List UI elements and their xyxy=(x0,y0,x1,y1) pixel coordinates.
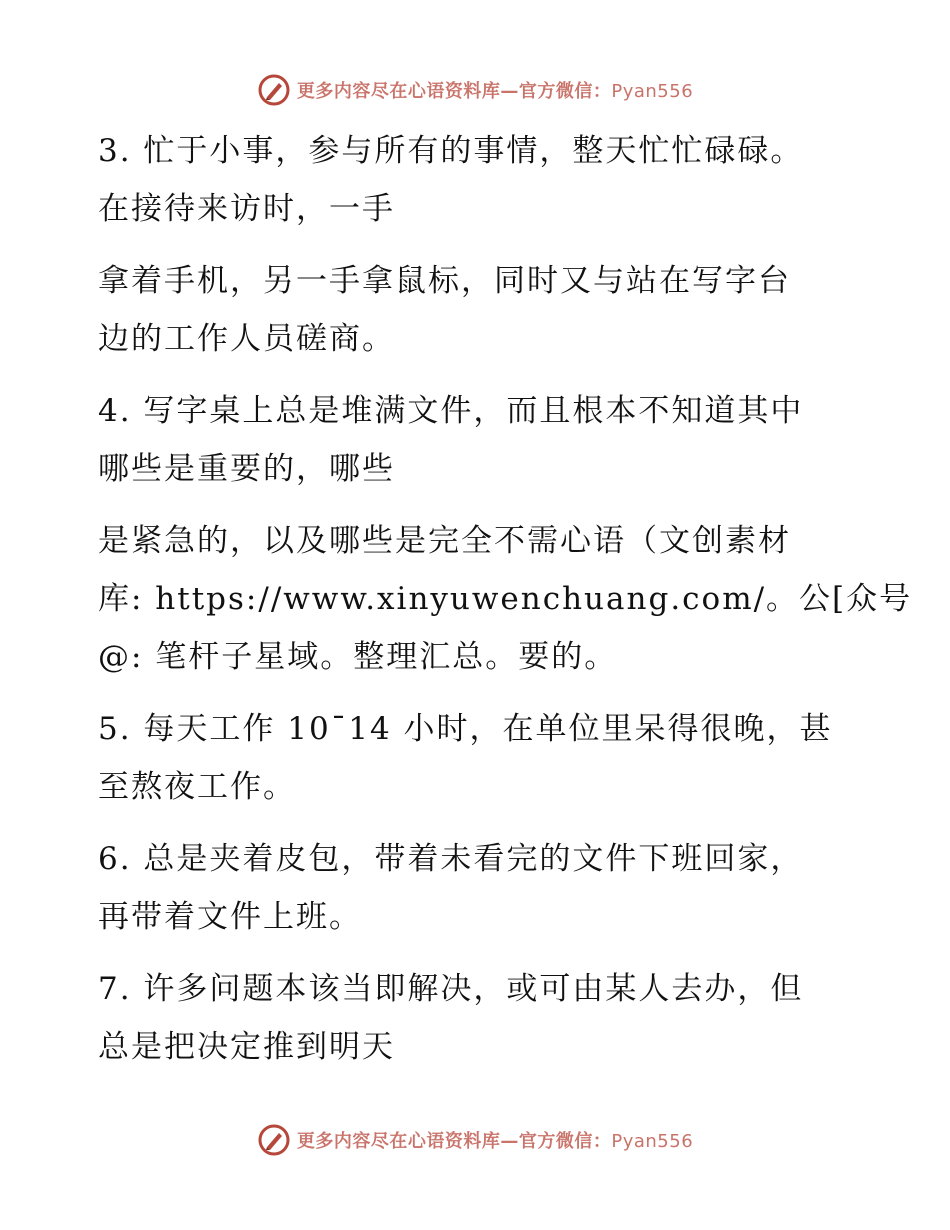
footer-banner-text xyxy=(297,1127,693,1153)
header-banner-text xyxy=(297,77,693,103)
text-line: 3. 忙于小事，参与所有的事情，整天忙忙碌碌。 xyxy=(98,133,804,169)
footer-banner xyxy=(0,1120,950,1160)
text-line: 至熬夜工作。 xyxy=(98,769,296,805)
text-line: 6. 总是夹着皮包，带着未看完的文件下班回家， xyxy=(98,841,804,877)
text-line: 再带着文件上班。 xyxy=(98,899,362,935)
paragraph-6 xyxy=(98,830,858,946)
text-line: 哪些是重要的，哪些 xyxy=(98,451,395,487)
text-line: 库: https://www.xinyuwenchuang.com/。公[众号 xyxy=(98,581,913,617)
paragraph-2 xyxy=(98,252,858,368)
text-line: @: 笔杆子星域。整理汇总。要的。 xyxy=(98,639,618,675)
pen-logo-icon xyxy=(257,1123,291,1157)
text-line: 5. 每天工作 10¯14 小时，在单位里呆得很晚，甚 xyxy=(98,711,833,747)
paragraph-3 xyxy=(98,382,858,498)
header-banner-label: 更多内容尽在心语资料库—官方微信： xyxy=(296,81,612,102)
paragraph-7 xyxy=(98,960,858,1076)
text-line: 边的工作人员磋商。 xyxy=(98,321,395,357)
text-line: 总是把决定推到明天 xyxy=(98,1029,395,1065)
text-line: 拿着手机，另一手拿鼠标，同时又与站在写字台 xyxy=(98,263,791,299)
paragraph-4 xyxy=(98,512,913,686)
text-line: 在接待来访时，一手 xyxy=(98,191,395,227)
header-banner xyxy=(0,70,950,110)
pen-logo-icon xyxy=(257,73,291,107)
text-line: 是紧急的，以及哪些是完全不需心语（文创素材 xyxy=(98,523,791,559)
header-banner-handle: Pyan556 xyxy=(611,81,694,102)
document-body xyxy=(98,122,913,1090)
footer-banner-handle: Pyan556 xyxy=(611,1131,694,1152)
paragraph-1 xyxy=(98,122,858,238)
text-line: 4. 写字桌上总是堆满文件，而且根本不知道其中 xyxy=(98,393,804,429)
text-line: 7. 许多问题本该当即解决，或可由某人去办，但 xyxy=(98,971,804,1007)
footer-banner-label: 更多内容尽在心语资料库—官方微信： xyxy=(296,1131,612,1152)
paragraph-5 xyxy=(98,700,858,816)
